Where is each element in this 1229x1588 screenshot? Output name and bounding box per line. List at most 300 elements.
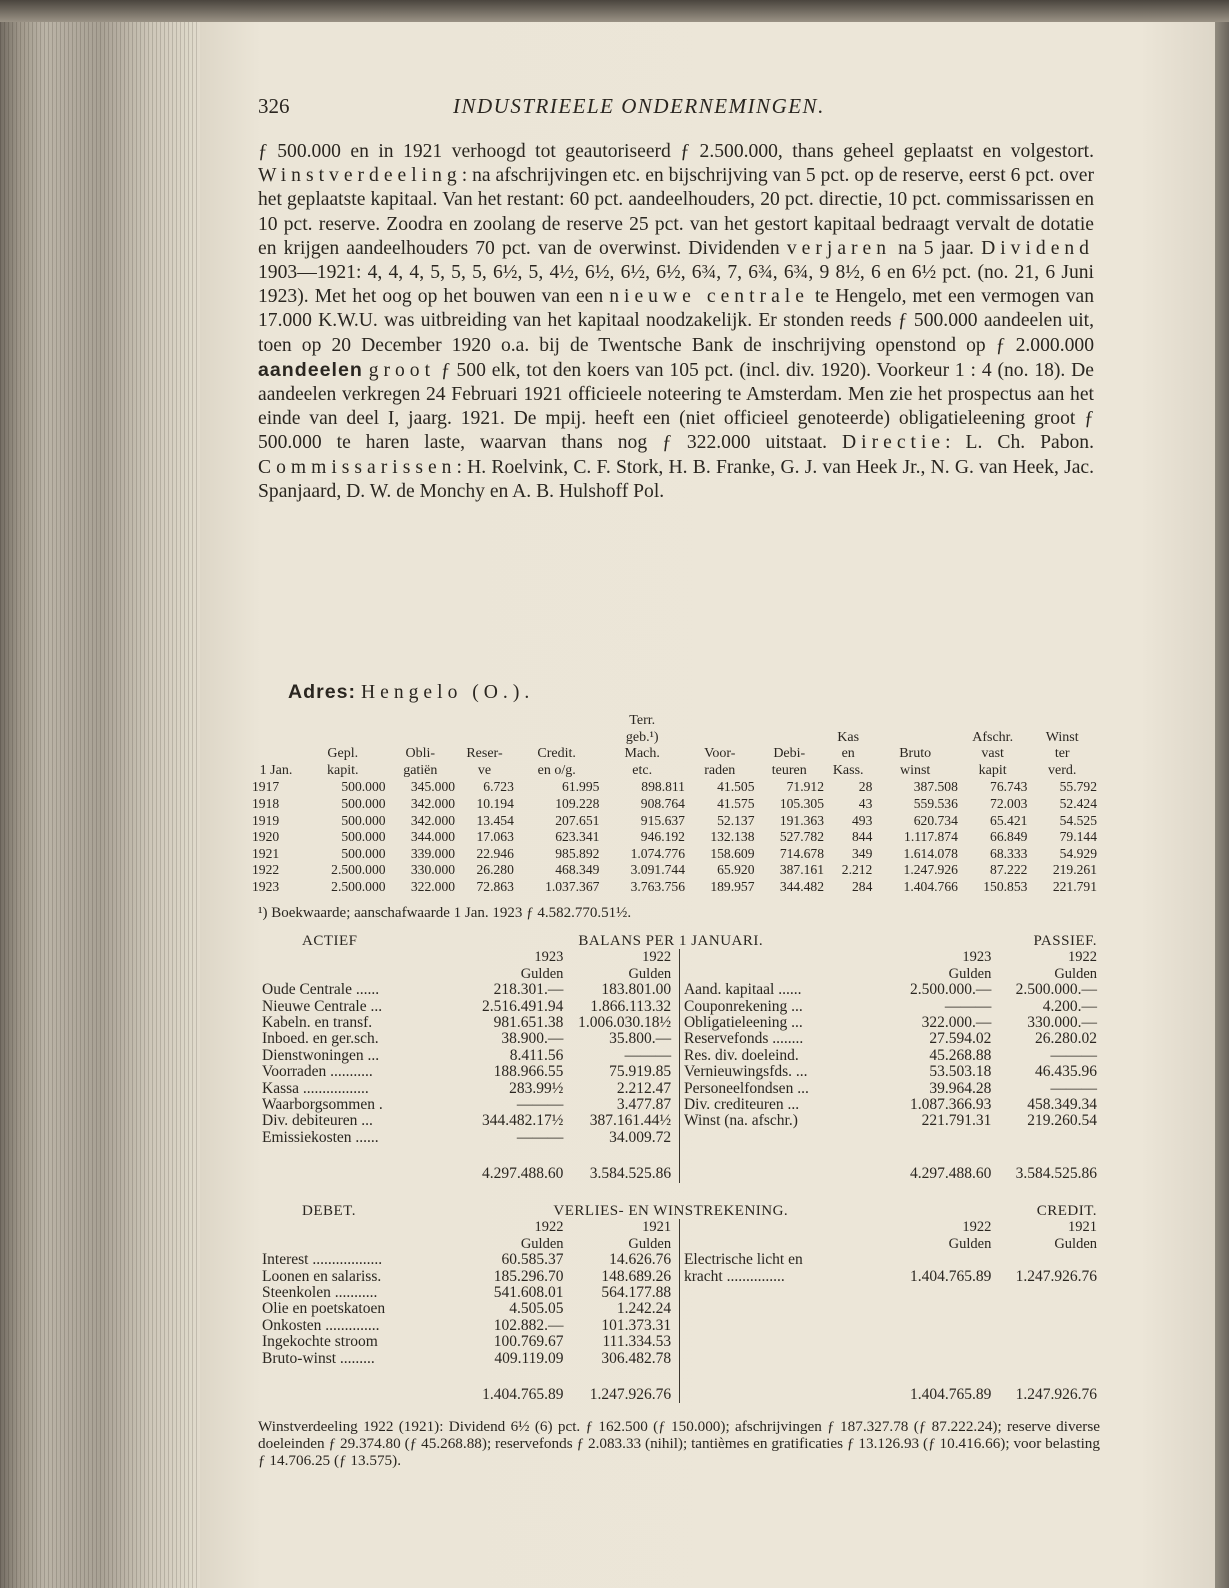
stats-header-cell: kapit (978, 762, 1007, 778)
stats-value-cell: 500.000 (341, 829, 386, 845)
stats-value-cell: 189.957 (710, 878, 755, 894)
separator (671, 1064, 679, 1080)
stats-value-cell: 41.575 (717, 795, 755, 811)
blank-cell (679, 966, 885, 982)
stats-value-cell: 65.920 (717, 862, 755, 878)
stats-header-row (252, 746, 1097, 763)
stats-header-cell (252, 746, 300, 763)
account-row (262, 1031, 1097, 1047)
spaced-term-commissarissen: Commissarissen (258, 456, 457, 478)
separator (671, 966, 679, 982)
stats-header-cell (252, 713, 300, 730)
right-item-value: 39.964.28 (929, 1079, 992, 1097)
left-item-label: Bruto-winst ......... (262, 1350, 375, 1367)
stats-year-cell: 1923 (252, 878, 280, 894)
stats-header-cell: gatiën (403, 762, 438, 778)
blank-cell (262, 1381, 456, 1403)
stats-row (252, 829, 1097, 846)
year-1: 1923 (962, 949, 992, 966)
blank-cell (563, 1146, 671, 1160)
separator (671, 982, 679, 998)
right-item-value: 53.503.18 (929, 1063, 992, 1081)
stats-header-cell: winst (899, 762, 931, 778)
stats-header-cell: Winst (1045, 729, 1079, 745)
stats-header-cell: Terr. (629, 713, 656, 728)
stats-value-cell: 132.138 (710, 829, 755, 845)
stats-header-cell (300, 713, 386, 730)
right-item-label: Reservefonds ........ (683, 1031, 804, 1048)
account-row (262, 1113, 1097, 1129)
left-item-value: 1.242.24 (616, 1300, 672, 1318)
stats-value-cell: 915.637 (640, 812, 685, 828)
stats-header-cell: Reser- (466, 746, 503, 762)
address-label: Adres: (288, 681, 357, 703)
stats-header-cell: geb.¹) (625, 729, 659, 745)
account-title-row (262, 1203, 1097, 1219)
stats-value-cell: 3.763.756 (630, 878, 685, 894)
stats-value-cell: 28 (858, 779, 873, 795)
left-item-label: Inboed. en ger.sch. (262, 1031, 379, 1048)
totals-row (262, 1160, 1097, 1182)
stats-header-row (252, 763, 1097, 780)
unit-label: Gulden (520, 1235, 564, 1252)
right-item-label: Winst (na. afschr.) (683, 1113, 798, 1130)
right-item-value (991, 1130, 1097, 1146)
stats-header-cell: en (841, 746, 855, 762)
body-text: ƒ 500.000 en in 1921 verhoogd tot geautoriseerd ƒ 2.500.000, thans geheel geplaatst en volgestort. (258, 141, 1094, 162)
right-total: 1.247.926.76 (1015, 1386, 1097, 1404)
totals-row (262, 1381, 1097, 1403)
stats-value-cell: 908.764 (640, 795, 685, 811)
left-item-label: Kabeln. en transf. (262, 1015, 373, 1032)
spaced-term-nieuwe-centrale: nieuwe centrale (609, 286, 809, 308)
stats-year-cell: 1917 (252, 779, 280, 795)
right-total: 1.404.765.89 (909, 1386, 992, 1404)
stats-header-cell (455, 730, 514, 747)
year-1: 1922 (962, 1219, 992, 1236)
stats-value-cell: 623.341 (555, 829, 600, 845)
right-item-value: 2.500.000.— (1015, 981, 1097, 999)
separator (671, 1130, 679, 1146)
right-item-label: Electrische licht en (683, 1252, 803, 1269)
left-item-value: 34.009.72 (609, 1128, 672, 1146)
account-row (262, 1252, 1097, 1268)
right-item-value (991, 1351, 1097, 1367)
right-item-label: kracht ............... (683, 1268, 785, 1285)
stats-value-cell: 10.194 (476, 795, 514, 811)
right-item-value: 221.791.31 (921, 1112, 992, 1130)
left-item-value: 981.651.38 (493, 1014, 564, 1032)
separator (671, 1252, 679, 1268)
right-item-value: ——— (1050, 1046, 1097, 1064)
stats-header-cell: Kass. (832, 762, 864, 778)
unit-label: Gulden (1054, 965, 1097, 982)
left-item-label: Kassa ................. (262, 1080, 369, 1097)
stats-header-row (252, 713, 1097, 730)
left-item-value: 409.119.09 (494, 1349, 564, 1367)
stats-header-cell: raden (704, 762, 736, 778)
separator (671, 1031, 679, 1047)
blank-cell (991, 1367, 1097, 1381)
blank-cell (886, 1146, 992, 1160)
unit-header-row (262, 1236, 1097, 1252)
right-item-label: Aand. kapitaal ...... (683, 982, 802, 999)
spacer-row (262, 1146, 1097, 1160)
right-item-label: Res. div. doeleind. (683, 1047, 799, 1064)
stats-value-cell: 527.782 (779, 829, 825, 845)
stats-header-cell: teuren (771, 762, 807, 778)
left-item-label: Olie en poetskatoen (262, 1301, 386, 1318)
unit-label: Gulden (948, 965, 992, 982)
right-item-value: ——— (1050, 1079, 1097, 1097)
account-row (262, 1334, 1097, 1350)
stats-header-cell: 1 Jan. (259, 762, 293, 778)
stats-header-cell (514, 730, 600, 747)
stats-value-cell: 349 (851, 845, 873, 861)
left-item-value: 1.866.113.32 (590, 997, 672, 1015)
right-item-value: 26.280.02 (1035, 1030, 1097, 1048)
year-1: 1922 (534, 1219, 564, 1236)
stats-value-cell: 17.063 (476, 829, 514, 845)
stats-header-cell: Debi- (773, 746, 806, 762)
stats-value-cell: 3.091.744 (630, 862, 685, 878)
stats-header-cell (755, 730, 825, 747)
separator (671, 1236, 679, 1252)
blank-cell (262, 1236, 456, 1252)
stats-value-cell: 342.000 (410, 795, 456, 811)
right-item-value: 219.260.54 (1027, 1112, 1097, 1130)
left-item-value: 2.516.491.94 (482, 997, 564, 1015)
separator (671, 1097, 679, 1113)
right-item-value (886, 1130, 992, 1146)
blank-cell (679, 949, 885, 965)
stats-value-cell: 41.505 (717, 779, 755, 795)
stats-header-cell: Bruto (899, 746, 932, 762)
left-item-value: 101.373.31 (601, 1316, 672, 1334)
stats-value-cell: 52.137 (717, 812, 755, 828)
right-item-label: Obligatieleening ... (683, 1015, 803, 1032)
stats-value-cell: 330.000 (410, 862, 456, 878)
spaced-term-winstverdeeling: Winstverdeeling (258, 165, 462, 187)
stats-row (252, 779, 1097, 796)
stats-header-cell (872, 730, 958, 747)
stats-value-cell: 6.723 (483, 779, 514, 795)
stats-header-cell (252, 730, 300, 747)
stats-value-cell: 219.261 (1052, 862, 1097, 878)
right-item-value: 2.500.000.— (909, 981, 992, 999)
stats-header-cell: Afschr. (972, 729, 1014, 745)
stats-header-cell (455, 713, 514, 730)
separator (671, 1269, 679, 1285)
center-title: VERLIES- EN WINSTREKENING. (553, 1203, 789, 1219)
right-item-label (679, 1351, 885, 1367)
stats-value-cell: 191.363 (779, 812, 825, 828)
stats-row (252, 862, 1097, 879)
stats-value-cell: 207.651 (555, 812, 600, 828)
stats-value-cell: 52.424 (1059, 795, 1097, 811)
stats-value-cell: 22.946 (476, 845, 514, 861)
stats-header-cell (514, 713, 600, 730)
left-item-value: 564.177.88 (601, 1284, 672, 1302)
stats-year-cell: 1918 (252, 795, 280, 811)
balance-sheet-body (262, 933, 1097, 1183)
stats-value-cell: 559.536 (913, 795, 958, 811)
stats-value-cell: 898.811 (641, 779, 685, 795)
stats-header-cell: Voor- (704, 746, 736, 762)
stats-value-cell: 1.404.766 (903, 878, 958, 894)
stats-value-cell: 985.892 (555, 845, 600, 861)
left-item-value: 183.801.00 (601, 981, 672, 999)
stats-year-cell: 1922 (252, 862, 280, 878)
left-item-value: ——— (624, 1046, 672, 1064)
right-item-value: 27.594.02 (929, 1030, 992, 1048)
right-total: 4.297.488.60 (909, 1165, 992, 1183)
separator (671, 1081, 679, 1097)
left-item-label: Loonen en salariss. (262, 1268, 382, 1285)
separator (671, 1301, 679, 1317)
stats-header-row (252, 730, 1097, 747)
body-text: te Hengelo, met een vermogen van 17.000 K.W.U. was uitbreiding van het kapitaal noodzakelijk. Er stonden reeds ƒ 500.000 aandeelen uit, toen op 20 December 1920 o.a. bij de Twentsche Bank de inschrijving openstond op ƒ 2.000.000 (258, 286, 1094, 356)
left-item-value: 148.689.26 (601, 1267, 672, 1285)
left-item-label: Nieuwe Centrale ... (262, 998, 383, 1015)
left-item-value: 188.966.55 (493, 1063, 564, 1081)
year-2: 1921 (642, 1219, 672, 1236)
left-item-value: 14.626.76 (609, 1251, 672, 1269)
separator (671, 1146, 679, 1160)
left-item-value: 387.161.44½ (589, 1112, 672, 1130)
right-item-label (679, 1334, 885, 1350)
stats-row (252, 846, 1097, 863)
left-item-label: Onkosten .............. (262, 1317, 380, 1334)
left-side-title: DEBET. (302, 1203, 356, 1219)
separator (671, 1113, 679, 1129)
spaced-term-dividend: Dividend (981, 237, 1094, 259)
stats-value-cell: 1.037.367 (545, 878, 600, 894)
left-item-value: 111.334.53 (602, 1333, 672, 1351)
year-2: 1921 (1068, 1219, 1097, 1236)
account-row (262, 982, 1097, 998)
stats-value-cell: 68.333 (990, 845, 1028, 861)
left-item-label: Voorraden ........... (262, 1064, 373, 1081)
account-row (262, 1064, 1097, 1080)
separator (671, 949, 679, 965)
stats-value-cell: 72.003 (990, 795, 1028, 811)
body-text: : L. Ch. Pabon. (945, 432, 1095, 454)
right-item-value (991, 1252, 1097, 1268)
right-item-value (886, 1252, 992, 1268)
left-item-value: 185.296.70 (493, 1267, 564, 1285)
left-item-value: 1.006.030.18½ (578, 1014, 672, 1032)
right-item-value: 1.247.926.76 (1015, 1267, 1097, 1285)
year-2: 1922 (642, 949, 672, 966)
stats-year-cell: 1919 (252, 812, 280, 828)
stats-value-cell: 72.863 (476, 878, 514, 894)
left-item-value: 38.900.— (501, 1030, 564, 1048)
account-row (262, 1269, 1097, 1285)
spacer-row (262, 1367, 1097, 1381)
right-item-value: 1.087.366.93 (909, 1096, 992, 1114)
separator (671, 1367, 679, 1381)
left-item-label: Ingekochte stroom (262, 1334, 378, 1351)
stats-header-cell (872, 713, 958, 730)
stats-row (252, 813, 1097, 830)
stats-value-cell: 844 (851, 829, 873, 845)
stats-value-cell: 500.000 (341, 812, 386, 828)
blank-cell (679, 1219, 885, 1235)
account-row (262, 1285, 1097, 1301)
stats-value-cell: 345.000 (410, 779, 456, 795)
table-footnote: ¹) Boekwaarde; aanschafwaarde 1 Jan. 1923 ƒ 4.582.770.51½. (258, 905, 632, 921)
stats-header-cell: en o/g. (537, 762, 576, 778)
scan-top-shadow (0, 0, 1229, 22)
account-row (262, 1048, 1097, 1064)
unit-label: Gulden (628, 965, 672, 982)
unit-label: Gulden (1054, 1235, 1097, 1252)
spaced-term-groot: groot (368, 359, 436, 381)
left-item-value: 35.800.— (609, 1030, 672, 1048)
stats-value-cell: 71.912 (786, 779, 825, 795)
blank-cell (262, 1219, 456, 1235)
stats-value-cell: 500.000 (341, 845, 386, 861)
stats-value-cell: 620.734 (913, 812, 958, 828)
right-item-value: 1.404.765.89 (909, 1267, 992, 1285)
right-item-label (679, 1301, 885, 1317)
blank-cell (886, 1367, 992, 1381)
stats-value-cell: 105.305 (779, 795, 825, 811)
blank-cell (262, 1160, 456, 1182)
account-row (262, 1318, 1097, 1334)
stats-header-cell: Mach. (624, 746, 660, 762)
stats-value-cell: 87.222 (990, 862, 1028, 878)
year-header-row (262, 1219, 1097, 1235)
left-item-label: Div. debiteuren ... (262, 1113, 373, 1130)
right-item-value (886, 1301, 992, 1317)
book-page-edges (0, 0, 210, 1588)
blank-cell (991, 1146, 1097, 1160)
stats-row (252, 879, 1097, 896)
stats-year-cell: 1920 (252, 829, 280, 845)
stats-value-cell: 2.500.000 (331, 878, 386, 894)
stats-value-cell: 13.454 (476, 812, 514, 828)
left-item-value: 4.505.05 (509, 1300, 564, 1318)
left-item-value: 2.212.47 (616, 1079, 672, 1097)
right-item-value (991, 1334, 1097, 1350)
spaced-term-verjaren: verjaren (786, 237, 892, 259)
blank-cell (456, 1146, 564, 1160)
right-item-label: Div. crediteuren ... (683, 1097, 800, 1114)
stats-value-cell: 500.000 (341, 779, 386, 795)
stats-header-cell (300, 730, 386, 747)
right-side-title: PASSIEF. (1033, 933, 1097, 949)
separator (671, 1334, 679, 1350)
center-title: BALANS PER 1 JANUARI. (578, 933, 764, 949)
body-text: : H. Roelvink, C. F. Stork, H. B. Franke, G. J. van Heek Jr., N. G. van Heek, Jac. Spanjaard, D. W. de Monchy en A. B. Hulshoff Pol. (258, 456, 1094, 502)
stats-value-cell: 342.000 (410, 812, 456, 828)
separator (671, 1219, 679, 1235)
left-item-value: 60.585.37 (501, 1251, 564, 1269)
year-header-row (262, 949, 1097, 965)
account-row (262, 1351, 1097, 1367)
stats-table-body (252, 713, 1097, 896)
account-row (262, 1097, 1097, 1113)
account-row (262, 1015, 1097, 1031)
left-item-label: Oude Centrale ...... (262, 982, 380, 999)
profit-loss-account (262, 1203, 1097, 1403)
stats-header-cell (386, 713, 456, 730)
left-total: 1.247.926.76 (589, 1386, 672, 1404)
account-row (262, 1081, 1097, 1097)
stats-header-cell (755, 713, 825, 730)
left-side-title: ACTIEF (302, 933, 358, 949)
separator (671, 1160, 679, 1182)
stats-value-cell: 1.614.078 (903, 845, 958, 861)
year-1: 1923 (534, 949, 564, 966)
address-value: Hengelo (O.). (360, 682, 535, 703)
stats-header-cell: Obli- (405, 746, 436, 762)
left-item-value: 102.882.— (493, 1316, 564, 1334)
stats-header-cell: ter (1054, 746, 1070, 762)
left-item-value: 283.99½ (509, 1079, 564, 1097)
stats-header-cell: Credit. (537, 746, 576, 762)
unit-header-row (262, 966, 1097, 982)
right-item-label (679, 1318, 885, 1334)
unit-label: Gulden (948, 1235, 992, 1252)
year-2: 1922 (1068, 949, 1097, 966)
spaced-term-directie: Directie (842, 432, 946, 454)
left-item-label: Waarborgsommen . (262, 1097, 383, 1114)
stats-value-cell: 2.212 (841, 862, 873, 878)
body-text: na 5 jaar. (891, 237, 982, 259)
right-item-value (991, 1301, 1097, 1317)
stats-value-cell: 1.074.776 (630, 845, 685, 861)
stats-header-cell: kapit. (327, 762, 359, 778)
left-total: 1.404.765.89 (482, 1386, 564, 1404)
stats-header-cell (386, 730, 456, 747)
blank-cell (564, 1367, 672, 1381)
account-title-row (262, 933, 1097, 949)
blank-cell (262, 1146, 456, 1160)
stats-header-cell (1027, 713, 1097, 730)
stats-value-cell: 54.525 (1059, 812, 1097, 828)
blank-cell (679, 1236, 885, 1252)
stats-value-cell: 714.678 (779, 845, 825, 861)
yearly-statistics-table (252, 713, 1097, 896)
stats-value-cell: 500.000 (341, 795, 386, 811)
right-item-label (679, 1130, 885, 1146)
stats-header-cell (958, 713, 1028, 730)
stats-value-cell: 344.000 (410, 829, 456, 845)
right-item-value: ——— (944, 997, 992, 1015)
blank-cell (679, 1146, 885, 1160)
right-side-title: CREDIT. (1036, 1203, 1097, 1219)
running-header (258, 94, 1098, 124)
stats-header-cell (824, 713, 872, 730)
right-item-value: 46.435.96 (1035, 1063, 1097, 1081)
left-item-value: 218.301.— (493, 981, 564, 999)
right-item-value: 4.200.— (1042, 997, 1097, 1015)
stats-header-cell (685, 730, 755, 747)
right-item-value (991, 1318, 1097, 1334)
left-item-value: 3.477.87 (616, 1096, 672, 1114)
right-item-value: 322.000.— (921, 1014, 992, 1032)
right-item-label: Couponrekening ... (683, 998, 803, 1015)
right-item-value (886, 1318, 992, 1334)
right-item-value: 458.349.34 (1027, 1096, 1097, 1114)
stats-value-cell: 387.161 (779, 862, 825, 878)
left-item-value: 306.482.78 (601, 1349, 672, 1367)
stats-value-cell: 284 (851, 878, 873, 894)
blank-cell (456, 1367, 564, 1381)
